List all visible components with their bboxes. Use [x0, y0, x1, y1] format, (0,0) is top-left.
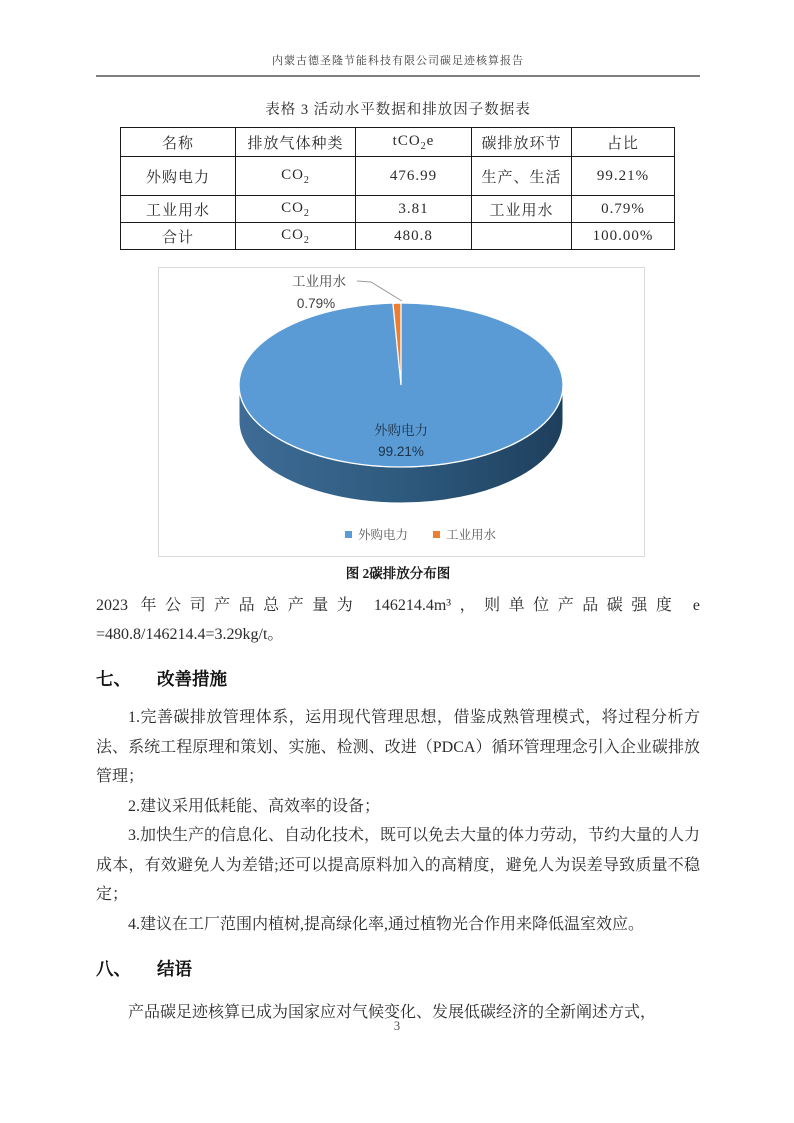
report-header-title: 内蒙古德圣隆节能科技有限公司碳足迹核算报告 [272, 55, 524, 67]
header-divider [96, 75, 700, 77]
table-title: 表格 3 活动水平数据和排放因子数据表 [265, 102, 531, 118]
legend-label-electricity[interactable]: 外购电力 [358, 528, 409, 542]
pie-inner-value: 99.21% [378, 444, 424, 459]
gas-prefix: CO [281, 166, 304, 183]
callout-label: 工业用水 [292, 274, 346, 289]
production-line-1: 2023 年公司产品总产量为 146214.4m³，则单位产品碳强度 e [96, 597, 700, 614]
legend-swatch-water[interactable] [433, 531, 440, 538]
callout-leader-line [357, 281, 402, 301]
section-heading-conclusion [96, 956, 700, 981]
cell-gas [236, 223, 356, 250]
measure-item-2: 2.建议采用低耗能、高效率的设备； [128, 797, 381, 815]
cell-name: 外购电力 [121, 157, 236, 196]
header-tco2e-sub: 2 [420, 140, 427, 152]
gas-prefix: CO [281, 199, 304, 216]
section-title: 结语 [157, 959, 192, 979]
table-header-row [121, 128, 675, 157]
gas-subscript: 2 [303, 207, 310, 219]
header-gas-type: 排放气体种类 [236, 128, 356, 157]
cell-stage: 工业用水 [472, 196, 572, 223]
cell-stage: 生产、生活 [472, 157, 572, 196]
cell-share: 100.00% [572, 223, 675, 250]
pie-chart [159, 268, 644, 556]
section-title: 改善措施 [157, 669, 227, 689]
section-heading-improvements [96, 666, 700, 691]
header-tco2e-pre: tCO [392, 132, 421, 149]
table-row [121, 223, 675, 250]
cell-gas [236, 196, 356, 223]
gas-subscript: 2 [303, 174, 310, 186]
header-share: 占比 [572, 128, 675, 157]
measure-item-3: 3.加快生产的信息化、自动化技术，既可以免去大量的体力劳动，节约大量的人力成本，有效避免人为差错;还可以提高原料加入的高精度，避免人为误差导致质量不稳定； [96, 827, 701, 903]
callout-value: 0.79% [296, 296, 336, 311]
gas-prefix: CO [281, 226, 304, 243]
header-tco2e-post: e [426, 132, 435, 149]
measure-item-1: 1.完善碳排放管理体系，运用现代管理思想，借鉴成熟管理模式，将过程分析方法、系统工程原理和策划、实施、检测、改进（PDCA）循环管理理念引入企业碳排放管理； [96, 709, 700, 785]
gas-subscript: 2 [303, 234, 310, 246]
pie-chart-frame [158, 267, 645, 557]
emissions-data-table [120, 127, 675, 250]
measure-item-4: 4.建议在工厂范围内植树,提高绿化率,通过植物光合作用来降低温室效应。 [128, 915, 645, 933]
pie-inner-label: 外购电力 [374, 423, 428, 438]
page-number: 3 [393, 1019, 401, 1033]
cell-share: 0.79% [572, 196, 675, 223]
cell-tco2e: 476.99 [356, 157, 472, 196]
legend-label-water[interactable]: 工业用水 [446, 528, 497, 542]
production-line-2: =480.8/146214.4=3.29kg/t。 [96, 626, 284, 643]
conclusion-paragraph: 产品碳足迹核算已成为国家应对气候变化、发展低碳经济的全新阐述方式， [128, 1004, 657, 1021]
figure-caption: 图 2碳排放分布图 [345, 566, 451, 581]
cell-name: 合计 [121, 223, 236, 250]
improvement-measures-list [96, 703, 700, 939]
header-tco2e [356, 128, 472, 157]
section-number: 八、 [96, 959, 131, 979]
section-number: 七、 [96, 669, 131, 689]
cell-name: 工业用水 [121, 196, 236, 223]
table-row [121, 157, 675, 196]
legend-swatch-electricity[interactable] [345, 531, 352, 538]
header-stage: 碳排放环节 [472, 128, 572, 157]
production-paragraph [96, 591, 700, 649]
cell-gas [236, 157, 356, 196]
cell-stage [472, 223, 572, 250]
header-name: 名称 [121, 128, 236, 157]
cell-tco2e: 3.81 [356, 196, 472, 223]
table-row [121, 196, 675, 223]
cell-tco2e: 480.8 [356, 223, 472, 250]
cell-share: 99.21% [572, 157, 675, 196]
